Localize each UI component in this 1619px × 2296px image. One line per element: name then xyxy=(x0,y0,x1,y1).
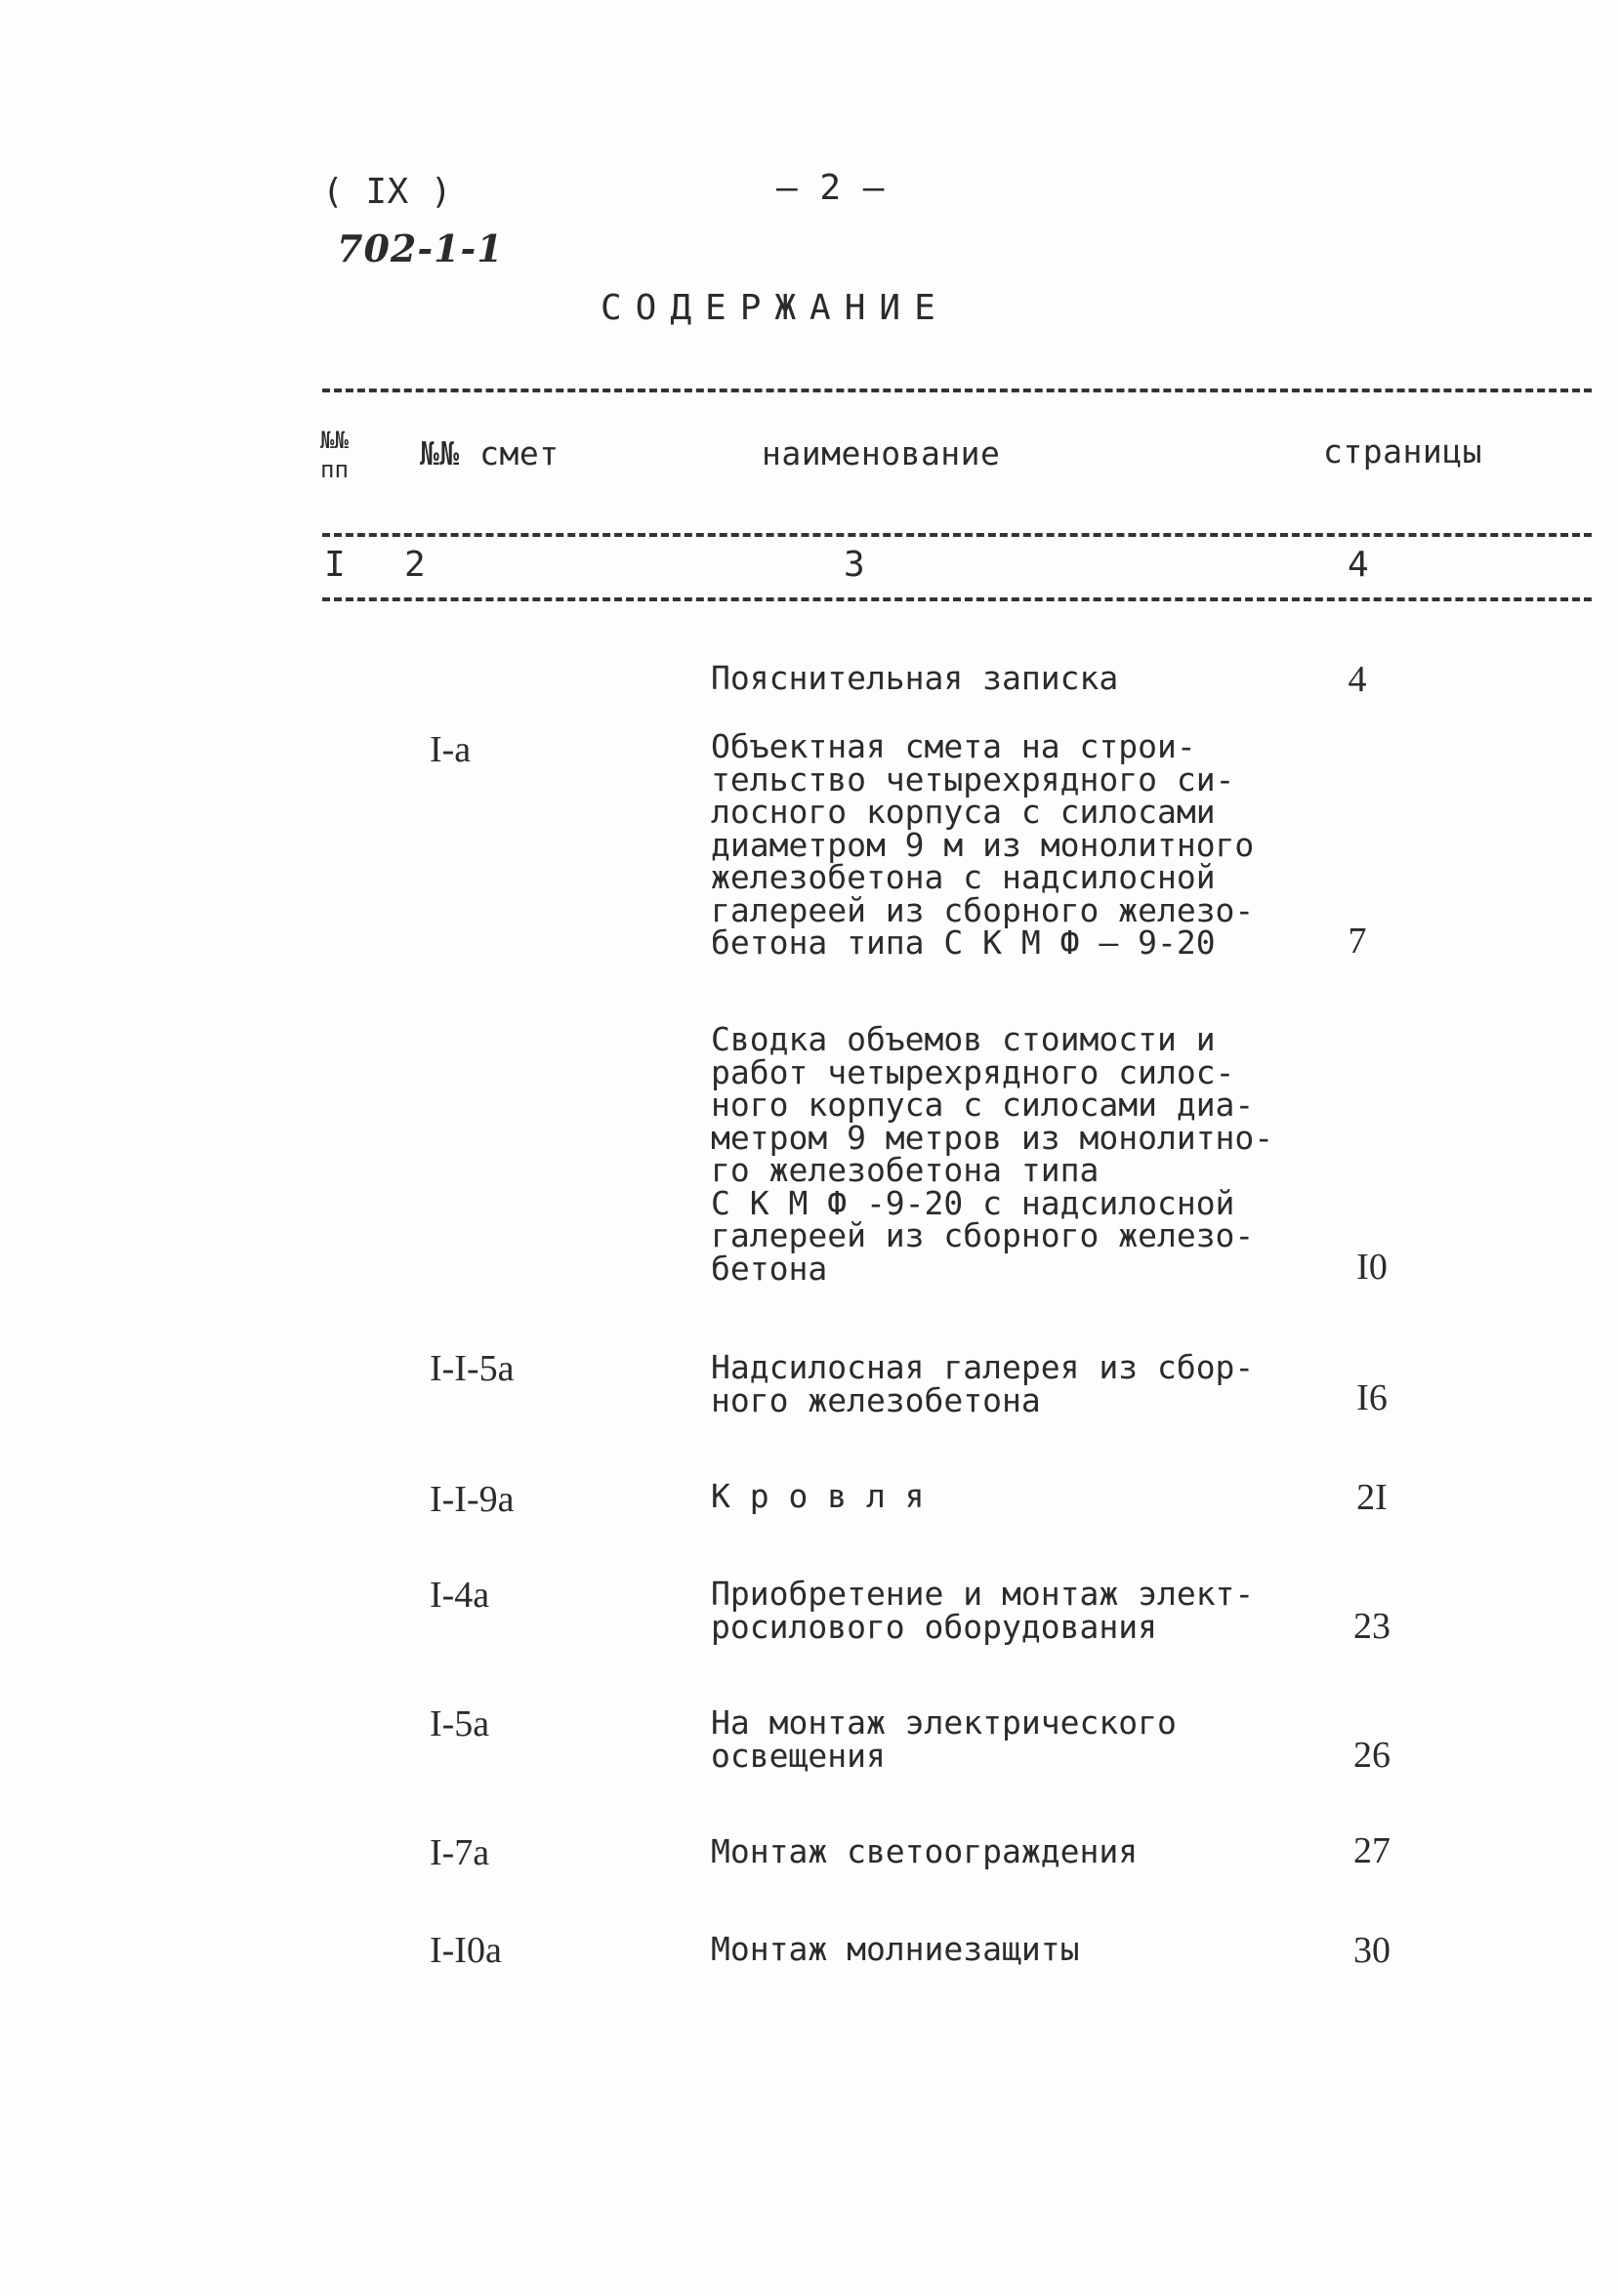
row-page: I0 xyxy=(1356,1247,1388,1288)
row-name: На монтаж электрического освещения xyxy=(711,1703,1177,1775)
row-page: 26 xyxy=(1353,1735,1391,1776)
row-name: К р о в л я xyxy=(711,1477,925,1515)
col-header-pages: страницы xyxy=(1323,432,1482,471)
row-code: I-I0а xyxy=(430,1930,502,1971)
header-middle-rule xyxy=(322,533,1592,537)
col-number-4: 4 xyxy=(1348,545,1370,585)
row-name: Приобретение и монтаж элект- росилового оборудования xyxy=(711,1575,1255,1646)
header-top-rule xyxy=(322,389,1592,392)
row-name: Объектная смета на строи- тельство четырехрядного си- лосного корпуса с силосами диаметром 9 м из монолитного железобетона с надсилосной галереей из сборного железо- бетона типа С К М Ф – 9-20 xyxy=(711,727,1255,962)
row-code: I-7а xyxy=(430,1832,490,1873)
row-page: I6 xyxy=(1356,1377,1388,1418)
row-code: I-а xyxy=(430,729,472,770)
doc-code-handwritten: 702-1-1 xyxy=(337,226,504,270)
col-header-estimate-number: №№ смет xyxy=(420,434,560,472)
row-name: Сводка объемов стоимости и работ четырехрядного силос- ного корпуса с силосами диа- метром 9 метров из монолитно- го железобетона типа С К М Ф -9-20 с надсилосной галереей из сборного железо- бетона xyxy=(711,1020,1274,1288)
row-code: I-5а xyxy=(430,1703,490,1744)
row-page: 30 xyxy=(1353,1930,1391,1971)
row-name: Пояснительная записка xyxy=(711,659,1119,697)
row-page: 23 xyxy=(1353,1606,1391,1647)
row-page: 2I xyxy=(1356,1477,1388,1518)
row-page: 7 xyxy=(1348,921,1367,962)
section-label: ( IX ) xyxy=(322,172,453,212)
row-page: 27 xyxy=(1353,1830,1391,1871)
row-name: Монтаж молниезащиты xyxy=(711,1930,1080,1968)
col-number-1: I xyxy=(324,545,347,585)
col-number-2: 2 xyxy=(404,545,427,585)
row-code: I-I-5а xyxy=(430,1348,515,1389)
header-bottom-rule xyxy=(322,597,1592,601)
row-code: I-I-9а xyxy=(430,1479,515,1520)
row-name: Монтаж светоограждения xyxy=(711,1832,1139,1870)
col-header-row-number: №№ пп xyxy=(320,427,349,483)
col-header-name: наименование xyxy=(762,434,1001,472)
col-number-3: 3 xyxy=(844,545,866,585)
page-title: СОДЕРЖАНИЕ xyxy=(601,288,949,328)
row-name: Надсилосная галерея из сбор- ного железобетона xyxy=(711,1348,1255,1419)
row-page: 4 xyxy=(1348,659,1367,700)
row-code: I-4а xyxy=(430,1575,490,1616)
page-number: – 2 – xyxy=(776,168,885,208)
